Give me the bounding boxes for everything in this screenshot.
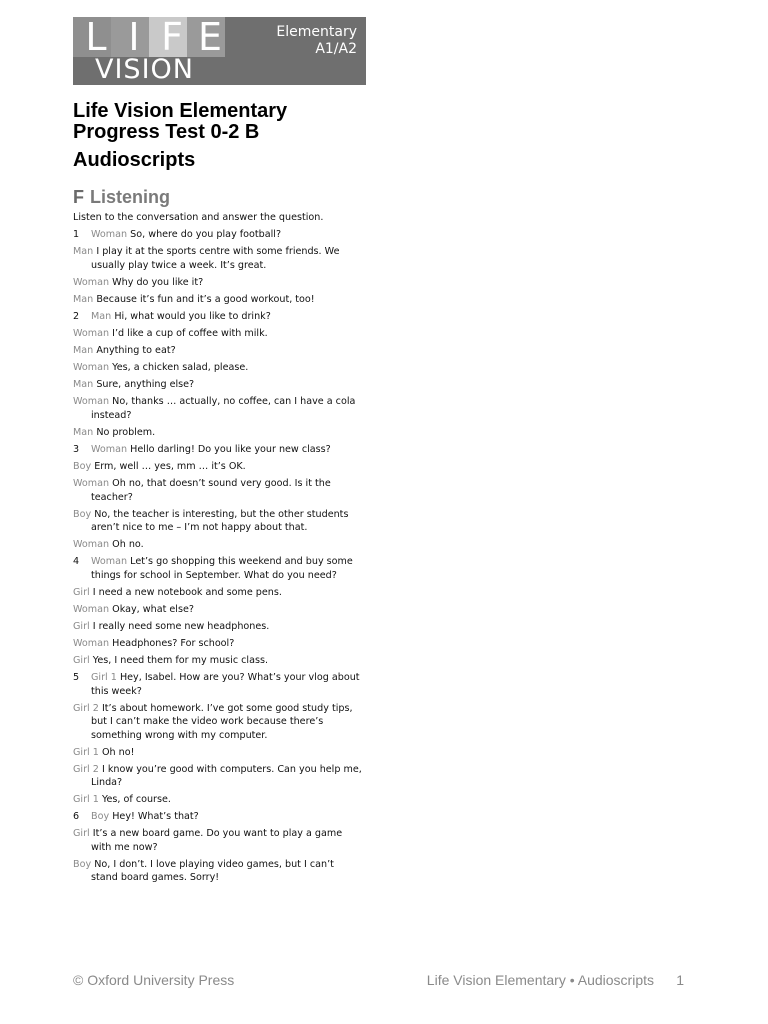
script-line	[73, 460, 363, 473]
title-line-1: Life Vision Elementary	[73, 100, 288, 122]
item-number: 6	[73, 811, 80, 823]
speech-text: Yes, a chicken salad, please.	[112, 362, 249, 374]
title-line-2: Progress Test 0-2 B	[73, 121, 260, 143]
script-line	[73, 310, 363, 323]
speech-text: Oh no!	[101, 746, 135, 758]
speech-text: I really need some new headphones.	[92, 620, 270, 632]
level-name: Elementary	[276, 24, 357, 40]
logo-word-vision: VISION	[95, 54, 194, 85]
script-line	[73, 538, 363, 551]
item-number: 2	[73, 310, 80, 322]
speaker-label: Woman	[73, 603, 110, 615]
speech-text: No, I don’t. I love playing video games, but I can’t stand board games. Sorry!	[91, 858, 334, 884]
speaker-label: Boy	[91, 811, 110, 823]
speaker-label: Woman	[91, 229, 128, 241]
speech-text: I’d like a cup of coffee with milk.	[112, 327, 268, 339]
speech-text: No, thanks … actually, no coffee, can I have a cola instead?	[91, 396, 356, 421]
speech-text: Sure, anything else?	[96, 379, 195, 391]
script-line	[73, 858, 363, 885]
logo-letter: F	[161, 17, 183, 59]
script-line	[73, 671, 363, 698]
life-vision-logo	[73, 17, 366, 85]
speaker-label: Girl	[73, 620, 90, 632]
speech-text: Why do you like it?	[112, 276, 204, 288]
speech-text: It’s about homework. I’ve got some good study tips, but I can’t make the video work because there’s something wrong with my computer.	[91, 702, 353, 741]
audioscript	[73, 211, 363, 888]
speech-text: Because it’s fun and it’s a good workout, too!	[96, 293, 315, 305]
speech-text: Oh no.	[112, 539, 144, 551]
script-line	[73, 276, 363, 289]
speech-text: Oh no, that doesn’t sound very good. Is it the teacher?	[91, 478, 331, 503]
item-number: 1	[73, 229, 80, 241]
speaker-label: Girl	[73, 586, 90, 598]
item-number: 4	[73, 556, 80, 568]
speech-text: Yes, of course.	[101, 794, 171, 806]
speech-text: Headphones? For school?	[112, 638, 235, 649]
script-line	[73, 827, 363, 854]
speaker-label: Man	[73, 246, 94, 258]
speaker-label: Girl 1	[73, 794, 99, 806]
script-line	[73, 654, 363, 667]
script-line	[73, 378, 363, 391]
speaker-label: Boy	[73, 461, 92, 473]
logo-letter: E	[197, 17, 222, 59]
script-line	[73, 426, 363, 439]
speech-text: So, where do you play football?	[130, 229, 282, 241]
logo-word-life	[77, 17, 223, 57]
speaker-label: Woman	[73, 276, 110, 288]
speech-text: Anything to eat?	[96, 345, 176, 357]
speaker-label: Boy	[73, 858, 92, 870]
speech-text: Okay, what else?	[112, 603, 194, 615]
speech-text: Hi, what would you like to drink?	[114, 310, 271, 322]
script-line	[73, 361, 363, 374]
speech-text: It’s a new board game. Do you want to play a game with me now?	[91, 828, 343, 853]
speaker-label: Woman	[73, 327, 110, 339]
document-subtitle: Audioscripts	[73, 149, 196, 171]
speaker-label: Woman	[73, 362, 110, 374]
script-line	[73, 443, 363, 456]
script-line	[73, 586, 363, 599]
logo-letter: I	[128, 17, 140, 59]
speaker-label: Man	[73, 426, 94, 438]
page-number: 1	[676, 972, 684, 988]
script-line	[73, 327, 363, 340]
script-line	[73, 293, 363, 306]
speech-text: No problem.	[96, 426, 156, 438]
speech-text: I know you’re good with computers. Can you help me, Linda?	[91, 763, 362, 789]
speaker-label: Woman	[73, 478, 110, 490]
item-number: 5	[73, 672, 80, 684]
script-line	[73, 810, 363, 823]
level-label	[276, 24, 357, 58]
footer-title: Life Vision Elementary • Audioscripts	[426, 972, 654, 988]
script-line	[73, 763, 363, 790]
script-line	[73, 793, 363, 806]
speech-text: Let’s go shopping this weekend and buy some things for school in September. What do you need?	[91, 556, 353, 581]
script-line	[73, 746, 363, 759]
logo-letter: L	[85, 17, 107, 59]
copyright: © Oxford University Press	[73, 972, 235, 988]
level-cefr: A1/A2	[315, 41, 357, 57]
speaker-label: Girl 1	[91, 672, 117, 684]
script-line	[73, 344, 363, 357]
speech-text: I need a new notebook and some pens.	[92, 586, 282, 598]
script-line	[73, 702, 363, 742]
speaker-label: Man	[73, 379, 94, 391]
section-heading	[73, 186, 170, 208]
speaker-label: Boy	[73, 508, 92, 520]
speech-text: Yes, I need them for my music class.	[92, 655, 269, 667]
speech-text: Erm, well … yes, mm … it’s OK.	[94, 461, 246, 473]
section-letter: F	[73, 187, 84, 207]
speaker-label: Woman	[73, 539, 110, 551]
speaker-label: Man	[73, 345, 94, 357]
script-line	[73, 477, 363, 504]
speech-text: No, the teacher is interesting, but the other students aren’t nice to me – I’m not happy about that.	[91, 508, 349, 534]
speaker-label: Girl	[73, 655, 90, 667]
instruction: Listen to the conversation and answer the question.	[73, 212, 324, 223]
speaker-label: Girl 1	[73, 746, 99, 758]
speaker-label: Man	[91, 310, 112, 322]
speaker-label: Girl	[73, 828, 90, 840]
script-line	[73, 228, 363, 241]
document-title	[73, 101, 393, 143]
speaker-label: Woman	[73, 638, 110, 649]
speech-text: Hey! What’s that?	[112, 811, 199, 823]
speech-text: Hello darling! Do you like your new class?	[130, 443, 331, 455]
section-name: Listening	[90, 187, 170, 207]
speech-text: I play it at the sports centre with some friends. We usually play twice a week. It’s great.	[91, 246, 340, 271]
script-line	[73, 395, 363, 422]
speaker-label: Woman	[91, 443, 128, 455]
speaker-label: Girl 2	[73, 763, 99, 775]
script-line	[73, 603, 363, 616]
script-line	[73, 620, 363, 633]
speaker-label: Man	[73, 293, 94, 305]
speaker-label: Girl 2	[73, 702, 99, 714]
script-line	[73, 508, 363, 535]
speaker-label: Woman	[91, 556, 128, 568]
script-line	[73, 637, 363, 650]
item-number: 3	[73, 443, 80, 455]
speech-text: Hey, Isabel. How are you? What’s your vlog about this week?	[91, 672, 360, 697]
script-line	[73, 555, 363, 582]
page-footer	[73, 972, 684, 992]
script-line	[73, 245, 363, 272]
speaker-label: Woman	[73, 396, 110, 408]
